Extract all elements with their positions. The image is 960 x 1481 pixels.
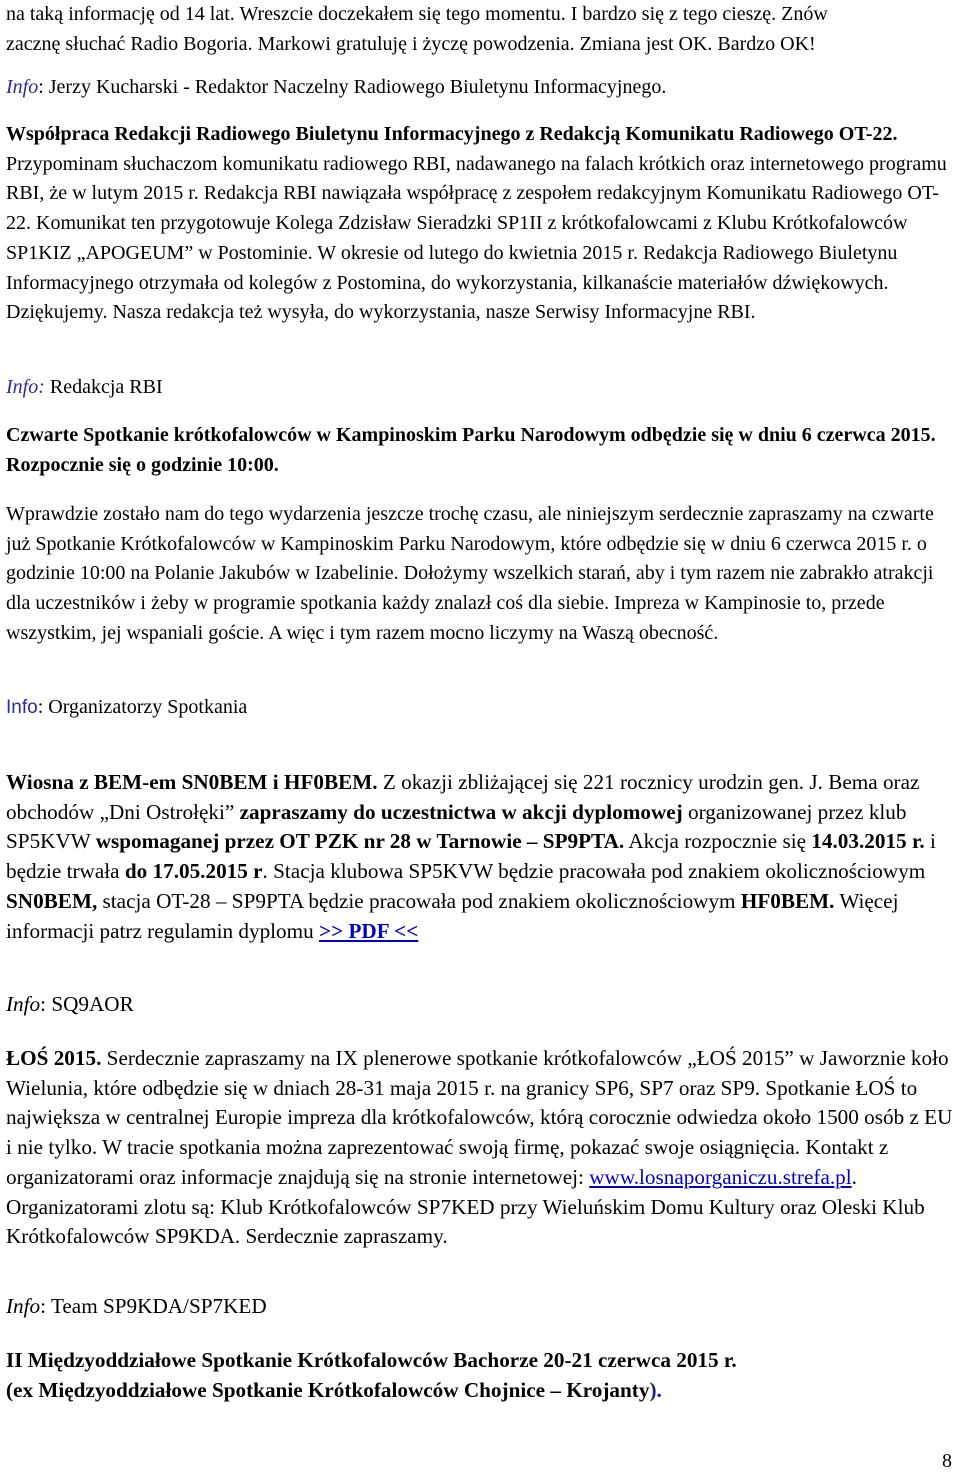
intro-line-1: na taką informację od 14 lat. Wreszcie doczekałem się tego momentu. I bardzo się z tego cieszę. Znów — [6, 3, 828, 25]
info-line-sq9aor — [6, 990, 954, 1020]
page-number: 8 — [942, 1450, 952, 1472]
kampinos-paragraph: Wprawdzie zostało nam do tego wydarzenia jeszcze trochę czasu, ale niniejszym serdecznie zapraszamy na czwarte już Spotkanie Krótkofalowców w Kampinoskim Parku Narodowym, które odbędzie się w dniu 6 czerwca 2015 r. o godzinie 10:00 na Polanie Jakubów w Izabelinie. Dołożymy wszelkich starań, aby i tym razem nie zabrakło atrakcji dla uczestników i żeby w programie spotkania każdy znalazł coś dla siebie. Impreza w Kampinosie to, przede wszystkim, jej wspaniali goście. A więc i tym razem mocno liczymy na Waszą obecność. — [6, 503, 934, 644]
kampinos-heading: Czwarte Spotkanie krótkofalowców w Kampinoskim Parku Narodowym odbędzie się w dniu 6 czerwca 2015. Rozpocznie się o godzinie 10:00. — [6, 424, 936, 476]
info-text: : Organizatorzy Spotkania — [37, 696, 248, 718]
bem-title: Wiosna z BEM-em SN0BEM i HF0BEM. — [6, 770, 378, 794]
info-label: Info: — [6, 376, 45, 398]
info-line-rbi — [6, 373, 954, 403]
los-title: ŁOŚ 2015. — [6, 1046, 102, 1070]
intro-line-2: zacznę słuchać Radio Bogoria. Markowi gratuluję i życzę powodzenia. Zmiana jest OK. Bardzo OK! — [6, 32, 816, 55]
info-text: : Jerzy Kucharski - Redaktor Naczelny Radiowego Biuletynu Informacyjnego. — [38, 76, 667, 98]
pdf-link[interactable]: >> PDF << — [319, 918, 419, 943]
cooperation-body: Przypominam słuchaczom komunikatu radiowego RBI, nadawanego na falach krótkich oraz internetowego programu RBI, że w lutym 2015 r. Redakcja RBI nawiązała współpracę z zespołem redakcyjnym Komunikatu Radiowego OT-22. Komunikat ten przygotowuje Kolega Zdzisław Sieradzki SP1II z krótkofalowcami z Klubu Krótkofalowców SP1KIZ „APOGEUM” w Postominie. W okresie od lutego do kwietnia 2015 r. Redakcja Radiowego Biuletynu Informacyjnego otrzymała od kolegów z Postomina, do wykorzystania, kilkanaście materiałów dźwiękowych. Dziękujemy. Nasza redakcja też wysyła, do wykorzystania, nasze Serwisy Informacyjne RBI. — [6, 152, 947, 324]
info-text: : Team SP9KDA/SP7KED — [40, 1294, 267, 1318]
cooperation-heading: Współpraca Redakcji Radiowego Biuletynu Informacyjnego z Redakcją Komunikatu Radiowego OT-22. Przypominam słuchaczom komunikatu radiowego RBI, nadawanego na falach krótkich oraz internetowego programu RBI, że w lutym 2015 r. Redakcja RBI nawiązała współpracę z zespołem redakcyjnym Komunikatu Radiowego OT-22. Komunikat ten przygotowuje Kolega Zdzisław Sieradzki SP1II z krótkofalowcami z Klubu Krótkofalowców SP1KIZ „APOGEUM” w Postominie. W okresie od lutego do kwietnia 2015 r. Redakcja Radiowego Biuletynu Informacyjnego otrzymała od kolegów z Postomina, do wykorzystania, kilkanaście materiałów dźwiękowych. Dziękujemy. Nasza redakcja też wysyła, do wykorzystania, nasze Serwisy Informacyjne RBI. — [6, 123, 947, 324]
los-paragraph: ŁOŚ 2015. Serdecznie zapraszamy na IX plenerowe spotkanie krótkofalowców „ŁOŚ 2015” w Jaworznie koło Wielunia, które odbędzie się w dniach 28-31 maja 2015 r. na granicy SP6, SP7 oraz SP9. Spotkanie ŁOŚ to największa w centralnej Europie impreza dla krótkofalowców, którą corocznie odwiedza około 1500 osób z EU i nie tylko. W tracie spotkania można zaprezentować swoją firmę, pokazać swoje osiągnięcia. Kontakt z organizatorami oraz informacje znajdują się na stronie internetowej: www.losnaporganiczu.strefa.pl. Organizatorami zlotu są: Klub Krótkofalowców SP7KED przy Wieluńskim Domu Kultury oraz Oleski Klub Krótkofalowców SP9KDA. Serdecznie zapraszamy. — [6, 1046, 953, 1249]
bachorze-line-2: (ex Międzyoddziałowe Spotkanie Krótkofalowców Chojnice – Krojanty). — [6, 1377, 662, 1402]
info-label: Info — [6, 76, 39, 98]
bachorze-heading — [6, 1346, 954, 1405]
info-line-team — [6, 1292, 954, 1322]
bachorze-line-1: II Międzyoddziałowe Spotkanie Krótkofalowców Bachorze 20-21 czerwca 2015 r. — [6, 1348, 737, 1372]
los-website-link[interactable]: www.losnaporganiczu.strefa.pl — [589, 1164, 852, 1189]
info-line-organizers — [6, 693, 954, 723]
info-text: Redakcja RBI — [44, 376, 163, 398]
bem-paragraph: Wiosna z BEM-em SN0BEM i HF0BEM. Z okazji zbliżającej się 221 rocznicy urodzin gen. J. Bema oraz obchodów „Dni Ostrołęki” zapraszamy do uczestnictwa w akcji dyplomowej organizowanej przez klub SP5KVW wspomaganej przez OT PZK nr 28 w Tarnowie – SP9PTA. Akcja rozpocznie się 14.03.2015 r. i będzie trwała do 17.05.2015 r. Stacja klubowa SP5KVW będzie pracowała pod znakiem okolicznościowym SN0BEM, stacja OT-28 – SP9PTA będzie pracowała pod znakiem okolicznościowym HF0BEM. Więcej informacji patrz regulamin dyplomu >> PDF << — [6, 770, 936, 943]
cooperation-paragraph — [6, 120, 954, 328]
info-label: Info — [6, 992, 41, 1016]
info-line-kucharski — [6, 73, 954, 103]
info-label: Info — [6, 697, 38, 718]
info-text: : SQ9AOR — [40, 992, 134, 1016]
intro-paragraph — [6, 0, 954, 59]
info-label: Info — [6, 1294, 41, 1318]
